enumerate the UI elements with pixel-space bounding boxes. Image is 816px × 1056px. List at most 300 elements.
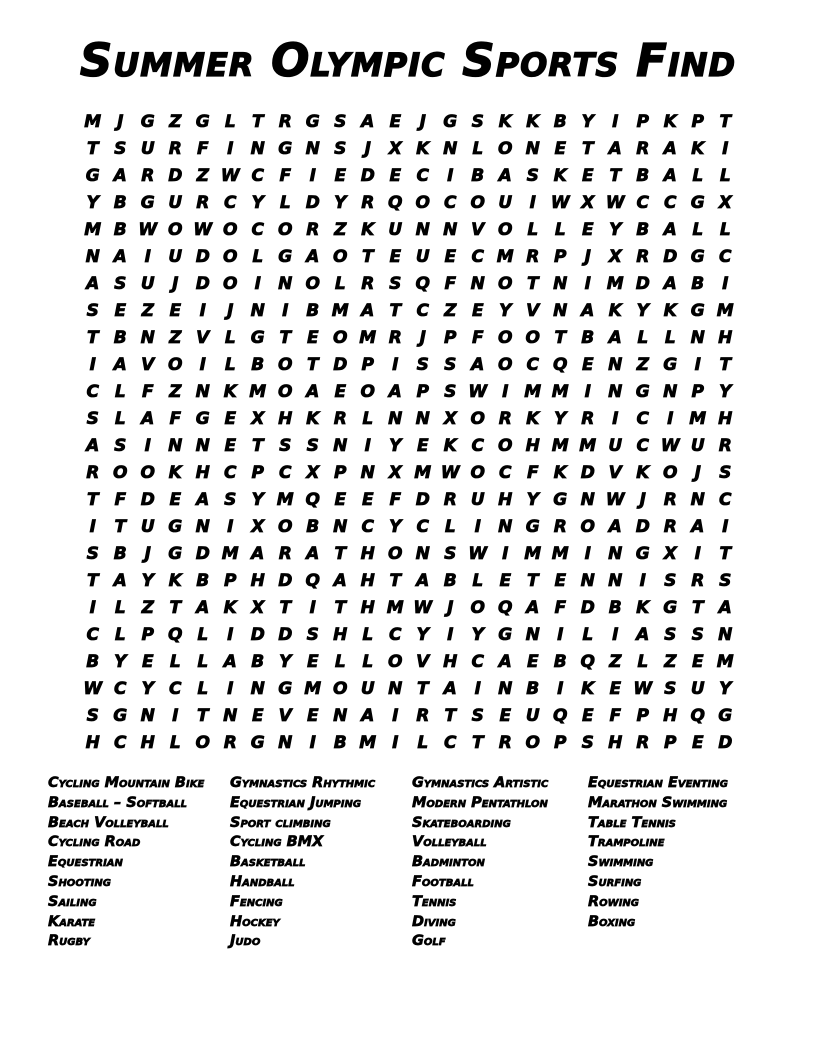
grid-letter: Y: [636, 301, 649, 321]
grid-letter: J: [639, 490, 646, 510]
grid-letter: E: [581, 220, 594, 240]
grid-letter: C: [224, 463, 237, 483]
grid-letter: T: [334, 598, 347, 618]
word-list-item: Volleyball: [412, 834, 487, 851]
grid-letter: L: [472, 139, 484, 159]
grid-letter: O: [498, 328, 513, 348]
grid-letter: O: [498, 220, 513, 240]
grid-letter: B: [443, 571, 457, 591]
word-list-item: Baseball – Softball: [48, 794, 187, 811]
grid-letter: I: [392, 706, 399, 726]
grid-letter: V: [141, 355, 155, 375]
grid-letter: D: [580, 598, 595, 618]
grid-letter: E: [114, 301, 127, 321]
grid-letter: H: [718, 328, 733, 348]
grid-letter: L: [719, 220, 731, 240]
grid-letter: I: [612, 625, 619, 645]
word-list-item: Judo: [230, 933, 261, 950]
grid-letter: D: [278, 625, 293, 645]
grid-letter: N: [553, 274, 568, 294]
grid-letter: W: [550, 193, 570, 213]
grid-letter: X: [388, 463, 402, 483]
grid-letter: C: [499, 463, 512, 483]
grid-letter: O: [470, 193, 485, 213]
grid-letter: X: [251, 409, 265, 429]
grid-letter: H: [140, 733, 155, 753]
grid-letter: I: [89, 598, 96, 618]
grid-letter: Y: [499, 301, 512, 321]
grid-letter: G: [635, 544, 650, 564]
grid-letter: B: [526, 679, 540, 699]
grid-letter: S: [334, 139, 347, 159]
grid-letter: D: [635, 517, 650, 537]
grid-letter: L: [637, 652, 649, 672]
grid-letter: I: [144, 436, 151, 456]
grid-letter: K: [526, 112, 540, 132]
grid-letter: C: [719, 490, 732, 510]
grid-letter: M: [606, 274, 624, 294]
grid-letter: G: [553, 490, 568, 510]
grid-letter: F: [609, 706, 622, 726]
grid-letter: B: [553, 112, 567, 132]
word-column-1: [48, 774, 204, 952]
grid-letter: P: [636, 706, 649, 726]
grid-letter: E: [361, 490, 374, 510]
grid-letter: A: [196, 598, 210, 618]
grid-letter: M: [716, 652, 734, 672]
grid-letter: R: [526, 247, 540, 267]
grid-letter: L: [362, 625, 374, 645]
grid-letter: A: [498, 166, 512, 186]
grid-letter: M: [689, 409, 707, 429]
grid-letter: M: [249, 382, 267, 402]
grid-letter: H: [443, 652, 458, 672]
grid-letter: E: [334, 382, 347, 402]
letter-grid: [79, 109, 739, 757]
grid-letter: D: [168, 166, 183, 186]
grid-letter: N: [333, 436, 348, 456]
grid-letter: R: [636, 139, 650, 159]
grid-letter: C: [636, 436, 649, 456]
grid-letter: S: [664, 625, 677, 645]
word-list-item: Gymnastics Artistic: [412, 775, 549, 791]
grid-letter: O: [360, 382, 375, 402]
grid-letter: B: [113, 193, 127, 213]
grid-letter: E: [581, 706, 594, 726]
grid-letter: N: [580, 571, 595, 591]
grid-letter: B: [636, 220, 650, 240]
grid-letter: I: [309, 598, 316, 618]
grid-letter: N: [663, 382, 678, 402]
grid-letter: Z: [169, 328, 182, 348]
grid-letter: I: [309, 166, 316, 186]
grid-letter: S: [526, 166, 539, 186]
word-list-item: Karate: [48, 913, 96, 930]
grid-letter: D: [140, 490, 155, 510]
grid-letter: A: [86, 274, 100, 294]
grid-letter: C: [169, 679, 182, 699]
grid-letter: B: [196, 571, 210, 591]
grid-letter: R: [278, 544, 292, 564]
grid-letter: L: [197, 652, 209, 672]
grid-letter: G: [690, 247, 705, 267]
grid-letter: M: [304, 679, 322, 699]
grid-letter: X: [718, 193, 732, 213]
word-list-item: Marathon Swimming: [588, 794, 728, 811]
grid-letter: N: [608, 544, 623, 564]
grid-letter: N: [223, 706, 238, 726]
grid-letter: U: [140, 274, 155, 294]
grid-letter: P: [554, 733, 567, 753]
grid-letter: Z: [664, 652, 677, 672]
grid-letter: I: [612, 112, 619, 132]
grid-letter: N: [443, 139, 458, 159]
grid-letter: W: [605, 193, 625, 213]
grid-letter: X: [388, 139, 402, 159]
grid-letter: X: [663, 544, 677, 564]
grid-letter: I: [722, 517, 729, 537]
grid-letter: O: [498, 139, 513, 159]
grid-letter: P: [691, 112, 704, 132]
grid-letter: S: [691, 625, 704, 645]
grid-letter: K: [223, 382, 237, 402]
grid-letter: O: [168, 220, 183, 240]
grid-letter: J: [419, 112, 426, 132]
grid-letter: N: [195, 382, 210, 402]
grid-letter: S: [444, 544, 457, 564]
grid-letter: K: [663, 301, 677, 321]
grid-letter: V: [278, 706, 292, 726]
grid-letter: Z: [444, 301, 457, 321]
grid-letter: Q: [305, 490, 320, 510]
grid-letter: G: [195, 409, 210, 429]
word-list-item: Cycling Mountain Bike: [48, 775, 205, 791]
grid-letter: F: [471, 328, 484, 348]
word-column-4: [588, 774, 728, 932]
grid-letter: T: [251, 436, 264, 456]
grid-letter: R: [141, 166, 155, 186]
word-list-item: Swimming: [588, 854, 654, 871]
grid-letter: I: [584, 274, 591, 294]
grid-letter: P: [224, 571, 237, 591]
grid-letter: T: [114, 517, 127, 537]
grid-letter: U: [690, 679, 705, 699]
grid-letter: O: [278, 220, 293, 240]
grid-letter: N: [195, 517, 210, 537]
grid-letter: M: [221, 544, 239, 564]
grid-letter: E: [306, 652, 319, 672]
grid-letter: V: [608, 463, 622, 483]
grid-letter: B: [636, 166, 650, 186]
grid-letter: C: [114, 733, 127, 753]
grid-letter: C: [416, 301, 429, 321]
grid-letter: E: [169, 301, 182, 321]
grid-letter: N: [360, 463, 375, 483]
grid-letter: B: [581, 328, 595, 348]
grid-letter: L: [582, 625, 594, 645]
grid-letter: I: [529, 193, 536, 213]
grid-letter: O: [525, 328, 540, 348]
grid-letter: I: [309, 733, 316, 753]
grid-letter: T: [86, 328, 99, 348]
grid-letter: M: [551, 436, 569, 456]
grid-letter: O: [498, 274, 513, 294]
grid-letter: S: [306, 436, 319, 456]
grid-letter: M: [414, 463, 432, 483]
grid-letter: L: [692, 220, 704, 240]
grid-letter: T: [719, 544, 732, 564]
grid-letter: Q: [580, 652, 595, 672]
grid-letter: R: [691, 571, 705, 591]
grid-letter: L: [114, 625, 126, 645]
grid-letter: A: [251, 544, 265, 564]
grid-letter: W: [440, 463, 460, 483]
grid-letter: I: [254, 274, 261, 294]
grid-letter: R: [388, 328, 402, 348]
grid-letter: T: [389, 571, 402, 591]
grid-letter: C: [471, 652, 484, 672]
grid-letter: P: [554, 247, 567, 267]
grid-letter: H: [85, 733, 100, 753]
grid-letter: G: [278, 247, 293, 267]
grid-letter: I: [557, 679, 564, 699]
grid-letter: N: [85, 247, 100, 267]
word-list-item: Table Tennis: [588, 814, 676, 831]
grid-letter: F: [279, 166, 292, 186]
grid-letter: L: [637, 328, 649, 348]
grid-letter: U: [470, 490, 485, 510]
grid-letter: I: [282, 301, 289, 321]
grid-letter: O: [388, 652, 403, 672]
grid-letter: A: [663, 139, 677, 159]
grid-letter: G: [140, 193, 155, 213]
grid-letter: B: [86, 652, 100, 672]
grid-letter: P: [444, 328, 457, 348]
grid-letter: T: [86, 490, 99, 510]
grid-letter: U: [525, 706, 540, 726]
grid-letter: Y: [609, 220, 622, 240]
grid-letter: J: [227, 301, 234, 321]
grid-letter: E: [471, 301, 484, 321]
grid-letter: N: [525, 139, 540, 159]
word-list-item: Trampoline: [588, 834, 665, 851]
word-list-item: Basketball: [230, 854, 306, 871]
grid-letter: T: [86, 571, 99, 591]
grid-letter: F: [196, 139, 209, 159]
grid-letter: O: [498, 436, 513, 456]
grid-letter: S: [86, 409, 99, 429]
word-list-item: Beach Volleyball: [48, 814, 169, 831]
grid-letter: W: [660, 436, 680, 456]
word-list-item: Fencing: [230, 893, 283, 910]
grid-letter: S: [719, 463, 732, 483]
grid-letter: K: [691, 139, 705, 159]
grid-letter: I: [557, 625, 564, 645]
grid-letter: E: [554, 139, 567, 159]
grid-letter: E: [306, 706, 319, 726]
grid-letter: C: [444, 193, 457, 213]
grid-letter: N: [718, 625, 733, 645]
grid-letter: G: [305, 112, 320, 132]
grid-letter: O: [498, 355, 513, 375]
grid-letter: Y: [114, 652, 127, 672]
grid-letter: L: [719, 166, 731, 186]
grid-letter: A: [416, 571, 430, 591]
grid-letter: H: [498, 490, 513, 510]
grid-letter: O: [140, 463, 155, 483]
grid-letter: O: [223, 247, 238, 267]
grid-letter: Q: [415, 274, 430, 294]
grid-letter: W: [605, 490, 625, 510]
grid-letter: N: [443, 220, 458, 240]
grid-letter: U: [168, 247, 183, 267]
grid-letter: G: [690, 301, 705, 321]
grid-letter: L: [334, 274, 346, 294]
grid-letter: B: [333, 733, 347, 753]
grid-letter: A: [223, 652, 237, 672]
grid-letter: R: [498, 733, 512, 753]
grid-letter: T: [609, 166, 622, 186]
grid-letter: I: [474, 679, 481, 699]
grid-letter: C: [389, 625, 402, 645]
grid-letter: G: [250, 733, 265, 753]
grid-letter: O: [333, 328, 348, 348]
grid-letter: O: [388, 544, 403, 564]
grid-letter: M: [551, 382, 569, 402]
grid-letter: N: [305, 139, 320, 159]
grid-letter: P: [334, 463, 347, 483]
grid-letter: A: [113, 571, 127, 591]
grid-letter: O: [278, 355, 293, 375]
grid-letter: H: [333, 625, 348, 645]
grid-letter: R: [663, 517, 677, 537]
grid-letter: L: [334, 652, 346, 672]
grid-letter: A: [86, 436, 100, 456]
grid-letter: B: [113, 220, 127, 240]
grid-letter: C: [444, 733, 457, 753]
grid-letter: E: [224, 436, 237, 456]
grid-letter: Z: [609, 652, 622, 672]
grid-letter: A: [636, 625, 650, 645]
grid-letter: V: [471, 220, 485, 240]
grid-letter: C: [526, 355, 539, 375]
word-list-item: Rowing: [588, 893, 639, 910]
grid-letter: I: [502, 544, 509, 564]
grid-letter: I: [694, 544, 701, 564]
grid-letter: J: [364, 139, 371, 159]
grid-letter: I: [89, 517, 96, 537]
grid-letter: F: [169, 409, 182, 429]
grid-letter: Y: [389, 517, 402, 537]
grid-letter: D: [195, 274, 210, 294]
grid-letter: G: [113, 706, 128, 726]
grid-letter: H: [278, 409, 293, 429]
grid-letter: E: [444, 247, 457, 267]
grid-letter: E: [334, 490, 347, 510]
grid-letter: O: [333, 247, 348, 267]
grid-letter: H: [360, 544, 375, 564]
grid-letter: M: [359, 328, 377, 348]
grid-letter: I: [502, 382, 509, 402]
grid-letter: C: [361, 517, 374, 537]
grid-letter: S: [334, 112, 347, 132]
grid-letter: K: [663, 112, 677, 132]
grid-letter: T: [719, 355, 732, 375]
grid-letter: I: [227, 625, 234, 645]
grid-letter: N: [525, 625, 540, 645]
grid-letter: N: [388, 679, 403, 699]
grid-letter: K: [416, 139, 430, 159]
grid-letter: O: [223, 220, 238, 240]
grid-letter: Z: [196, 166, 209, 186]
grid-letter: A: [333, 571, 347, 591]
grid-letter: R: [278, 112, 292, 132]
grid-letter: T: [251, 112, 264, 132]
grid-letter: G: [278, 679, 293, 699]
grid-letter: N: [553, 301, 568, 321]
grid-letter: I: [392, 355, 399, 375]
grid-letter: I: [172, 706, 179, 726]
grid-letter: N: [278, 733, 293, 753]
grid-letter: S: [114, 436, 127, 456]
grid-letter: X: [443, 409, 457, 429]
grid-letter: G: [278, 139, 293, 159]
grid-letter: Z: [636, 355, 649, 375]
grid-letter: A: [691, 517, 705, 537]
grid-letter: V: [416, 652, 430, 672]
grid-letter: C: [636, 193, 649, 213]
grid-letter: Y: [719, 382, 732, 402]
grid-letter: K: [223, 598, 237, 618]
word-list-item: Sailing: [48, 893, 97, 910]
grid-letter: R: [498, 409, 512, 429]
grid-letter: K: [581, 679, 595, 699]
grid-letter: L: [362, 652, 374, 672]
grid-letter: Q: [305, 571, 320, 591]
grid-letter: N: [250, 301, 265, 321]
grid-letter: T: [306, 355, 319, 375]
grid-letter: J: [419, 328, 426, 348]
grid-letter: G: [85, 166, 100, 186]
grid-letter: V: [526, 301, 540, 321]
grid-letter: K: [636, 598, 650, 618]
grid-letter: I: [584, 382, 591, 402]
grid-letter: I: [612, 409, 619, 429]
grid-letter: E: [389, 166, 402, 186]
grid-letter: T: [86, 139, 99, 159]
grid-letter: E: [389, 112, 402, 132]
grid-letter: M: [496, 247, 514, 267]
grid-letter: A: [113, 166, 127, 186]
grid-letter: A: [306, 382, 320, 402]
grid-letter: M: [524, 544, 542, 564]
grid-letter: H: [663, 706, 678, 726]
grid-letter: N: [690, 328, 705, 348]
grid-letter: J: [584, 247, 591, 267]
word-list-item: Football: [412, 873, 474, 890]
grid-letter: S: [444, 382, 457, 402]
grid-letter: E: [691, 733, 704, 753]
grid-letter: D: [360, 166, 375, 186]
grid-letter: T: [471, 733, 484, 753]
grid-letter: W: [633, 679, 653, 699]
grid-letter: D: [305, 193, 320, 213]
grid-letter: S: [664, 571, 677, 591]
grid-letter: E: [691, 652, 704, 672]
grid-letter: X: [581, 193, 595, 213]
grid-letter: U: [498, 193, 513, 213]
grid-letter: Q: [388, 193, 403, 213]
